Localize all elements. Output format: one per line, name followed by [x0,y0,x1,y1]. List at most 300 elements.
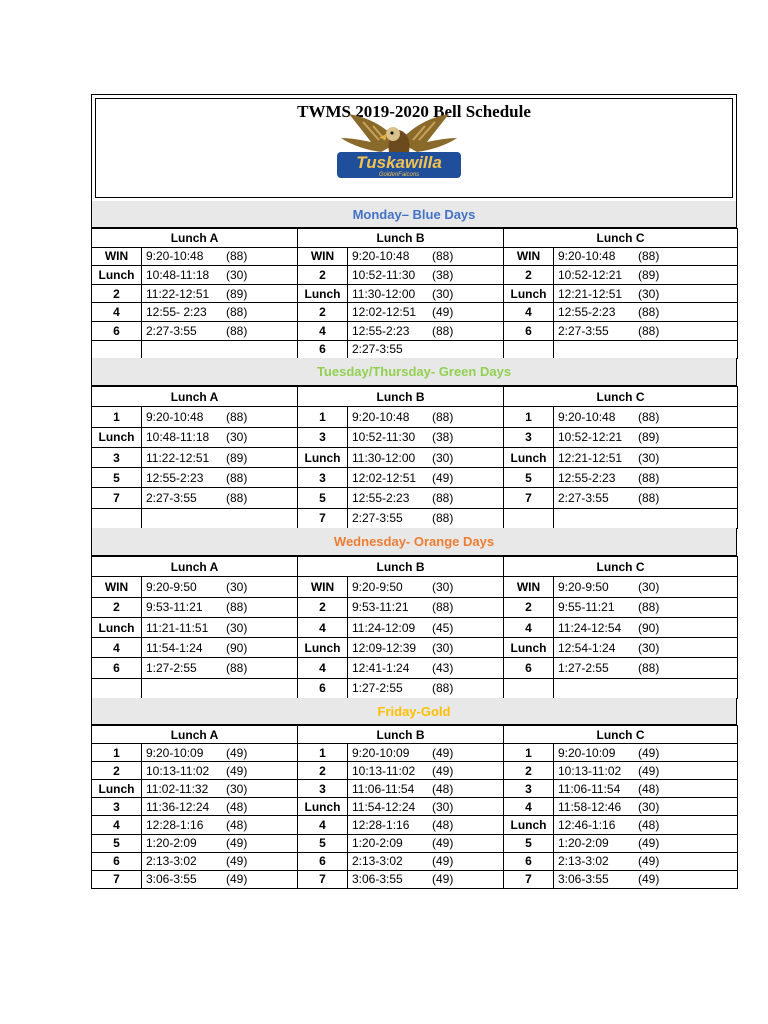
table-row [92,321,738,340]
minutes: (30) [432,450,454,465]
time-cell [142,321,298,340]
time-cell [554,638,738,658]
period-cell: 5 [92,834,142,852]
period-cell: Lunch [504,816,554,834]
minutes: (88) [432,409,454,424]
time-range: 3:06-3:55 [558,872,609,887]
table-row [92,340,738,359]
minutes: (30) [638,450,660,465]
minutes: (90) [638,620,660,635]
time-range: 9:20-10:48 [146,249,204,264]
lunch-column-header: Lunch B [298,229,504,248]
time-cell [348,780,504,798]
time-range: 11:22-12:51 [146,450,210,465]
time-range: 11:02-11:32 [146,781,209,796]
lunch-column-header: Lunch A [92,387,298,407]
minutes: (49) [432,872,454,887]
time-range: 1:20-2:09 [558,836,609,851]
period-cell: 1 [92,744,142,762]
time-range: 11:54-1:24 [146,640,203,655]
period-cell: 6 [298,678,348,698]
minutes: (49) [432,763,454,778]
minutes: (30) [432,640,454,655]
period-cell: 4 [504,798,554,816]
period-cell [92,508,142,528]
time-range: 11:30-12:00 [352,450,416,465]
time-range: 9:20-9:50 [146,579,197,594]
minutes: (49) [638,872,660,887]
minutes: (89) [226,450,248,465]
time-cell [348,577,504,597]
time-range: 9:20-10:09 [352,745,410,760]
period-cell: 3 [504,427,554,447]
time-range: 10:52-12:21 [558,267,623,282]
time-cell [142,678,298,698]
period-cell: 6 [504,852,554,870]
time-range: 12:55-2:23 [352,491,410,506]
time-cell [142,744,298,762]
time-cell [554,508,738,528]
time-cell [554,852,738,870]
time-cell [554,284,738,303]
time-range: 2:27-3:55 [146,491,197,506]
minutes: (49) [432,836,454,851]
time-range: 12:54-1:24 [558,640,616,655]
page-title: TWMS 2019-2020 Bell Schedule [297,102,531,121]
period-cell: 6 [504,321,554,340]
schedule-table [91,386,738,529]
minutes: (88) [432,681,454,696]
time-range: 9:20-10:48 [558,409,616,424]
time-cell [348,468,504,488]
time-range: 1:20-2:09 [352,836,403,851]
time-cell [348,798,504,816]
logo-name-text: Tuskawilla [356,153,442,172]
period-cell: 4 [298,617,348,637]
time-cell [348,321,504,340]
time-range: 10:13-11:02 [558,763,622,778]
minutes: (49) [226,836,248,851]
time-range: 11:24-12:09 [352,620,416,635]
time-cell [348,678,504,698]
time-range: 11:21-11:51 [146,620,209,635]
minutes: (88) [432,511,454,526]
period-cell: 7 [92,870,142,888]
time-cell [348,617,504,637]
lunch-header-row [92,726,738,744]
period-cell: 4 [504,617,554,637]
minutes: (89) [638,267,660,282]
time-range: 9:20-9:50 [558,579,609,594]
minutes: (88) [226,305,248,320]
minutes: (30) [432,579,454,594]
time-cell [348,744,504,762]
time-cell [554,303,738,322]
minutes: (88) [432,249,454,264]
minutes: (88) [226,491,248,506]
time-cell [348,488,504,508]
minutes: (30) [226,781,248,796]
period-cell: Lunch [298,284,348,303]
minutes: (89) [638,430,660,445]
period-cell: Lunch [92,427,142,447]
period-cell: 2 [92,762,142,780]
table-row [92,577,738,597]
time-range: 2:27-3:55 [558,323,609,338]
minutes: (49) [638,745,660,760]
lunch-column-header: Lunch C [504,229,738,248]
time-range: 12:28-1:16 [352,818,410,833]
minutes: (49) [432,854,454,869]
minutes: (30) [432,286,454,301]
time-range: 9:20-10:09 [558,745,616,760]
time-range: 11:06-11:54 [558,781,621,796]
time-cell [348,658,504,678]
schedule-table [91,228,738,359]
lunch-column-header: Lunch C [504,387,738,407]
time-cell [142,266,298,285]
time-cell [142,816,298,834]
period-cell [504,508,554,528]
table-row [92,407,738,427]
time-cell [142,447,298,467]
table-row [92,266,738,285]
table-row [92,468,738,488]
time-cell [554,340,738,359]
period-cell: 5 [298,488,348,508]
minutes: (88) [638,470,660,485]
time-range: 12:02-12:51 [352,470,417,485]
time-range: 9:20-10:48 [558,249,616,264]
time-cell [554,447,738,467]
period-cell: 3 [298,468,348,488]
period-cell: Lunch [298,638,348,658]
time-range: 3:06-3:55 [352,872,403,887]
time-range: 12:09-12:39 [352,640,417,655]
time-cell [142,617,298,637]
time-cell [142,247,298,266]
lunch-header-row [92,387,738,407]
minutes: (30) [638,799,660,814]
period-cell [504,678,554,698]
table-row [92,597,738,617]
time-cell [554,321,738,340]
period-cell: Lunch [504,284,554,303]
time-range: 10:52-11:30 [352,267,416,282]
period-cell: Lunch [504,447,554,467]
time-cell [348,852,504,870]
minutes: (49) [432,305,454,320]
time-cell [142,284,298,303]
time-cell [554,468,738,488]
time-range: 1:27-2:55 [146,661,197,676]
minutes: (88) [226,661,248,676]
table-row [92,762,738,780]
period-cell: 4 [92,303,142,322]
minutes: (88) [432,491,454,506]
time-range: 3:06-3:55 [146,872,197,887]
time-cell [554,744,738,762]
time-cell [348,247,504,266]
lunch-header-row [92,557,738,577]
time-cell [142,488,298,508]
period-cell [504,340,554,359]
minutes: (48) [432,781,454,796]
time-range: 11:24-12:54 [558,620,622,635]
minutes: (45) [432,620,454,635]
minutes: (49) [638,836,660,851]
time-cell [348,834,504,852]
period-cell: WIN [504,247,554,266]
table-row [92,834,738,852]
section-heading: Wednesday- Orange Days [91,528,737,556]
minutes: (88) [638,409,660,424]
time-cell [554,247,738,266]
period-cell: 2 [298,266,348,285]
period-cell: 2 [92,284,142,303]
minutes: (88) [638,323,660,338]
time-range: 10:52-12:21 [558,430,623,445]
time-range: 12:55-2:23 [558,470,616,485]
section-heading: Tuesday/Thursday- Green Days [91,358,737,386]
time-range: 9:20-10:48 [352,409,410,424]
time-range: 2:13-3:02 [146,854,197,869]
minutes: (30) [226,267,248,282]
time-range: 10:48-11:18 [146,267,210,282]
time-range: 9:55-11:21 [558,600,615,615]
period-cell: 6 [504,658,554,678]
table-row [92,488,738,508]
period-cell: 2 [92,597,142,617]
period-cell: 3 [298,427,348,447]
lunch-column-header: Lunch B [298,726,504,744]
period-cell: 6 [92,321,142,340]
time-cell [142,638,298,658]
period-cell: 5 [92,468,142,488]
time-range: 9:20-10:48 [352,249,410,264]
time-cell [554,780,738,798]
period-cell: 3 [92,798,142,816]
minutes: (30) [226,579,248,594]
lunch-column-header: Lunch A [92,557,298,577]
table-row [92,658,738,678]
period-cell [92,678,142,698]
time-range: 1:27-2:55 [558,661,609,676]
period-cell: Lunch [504,638,554,658]
time-cell [142,508,298,528]
time-cell [348,266,504,285]
period-cell: 7 [298,508,348,528]
time-cell [142,870,298,888]
period-cell: 3 [92,447,142,467]
period-cell [92,340,142,359]
time-range: 11:36-12:24 [146,799,210,814]
time-range: 12:46-1:16 [558,818,616,833]
minutes: (43) [432,661,454,676]
time-cell [554,597,738,617]
period-cell: 4 [298,321,348,340]
time-range: 11:22-12:51 [146,286,210,301]
time-range: 11:54-12:24 [352,799,416,814]
section-heading: Friday-Gold [91,698,737,725]
table-row [92,798,738,816]
time-cell [348,407,504,427]
time-cell [142,780,298,798]
time-range: 9:53-11:21 [352,600,409,615]
minutes: (30) [638,286,660,301]
table-row [92,870,738,888]
minutes: (90) [226,640,248,655]
period-cell: 4 [92,638,142,658]
time-cell [348,284,504,303]
minutes: (49) [638,854,660,869]
lunch-column-header: Lunch C [504,726,738,744]
minutes: (89) [226,286,248,301]
period-cell: 7 [504,870,554,888]
minutes: (30) [226,430,248,445]
period-cell: Lunch [92,266,142,285]
time-range: 12:21-12:51 [558,450,623,465]
period-cell: 5 [504,468,554,488]
period-cell: 2 [504,762,554,780]
time-cell [554,762,738,780]
period-cell: 5 [504,834,554,852]
period-cell: 2 [298,303,348,322]
table-row [92,427,738,447]
tuskawilla-golden-falcons-logo [335,112,463,182]
time-cell [142,798,298,816]
time-range: 9:20-10:48 [146,409,204,424]
time-cell [348,870,504,888]
time-range: 12:02-12:51 [352,305,417,320]
lunch-column-header: Lunch A [92,229,298,248]
time-range: 1:20-2:09 [146,836,197,851]
time-cell [554,658,738,678]
table-row [92,247,738,266]
time-cell [554,427,738,447]
time-cell [142,340,298,359]
period-cell: 2 [504,597,554,617]
time-cell [348,816,504,834]
minutes: (48) [226,799,248,814]
time-range: 9:20-9:50 [352,579,403,594]
time-range: 2:13-3:02 [558,854,609,869]
period-cell: WIN [92,247,142,266]
table-row [92,744,738,762]
schedule-table [91,556,738,699]
time-range: 10:52-11:30 [352,430,416,445]
minutes: (88) [638,305,660,320]
time-cell [554,834,738,852]
minutes: (88) [226,470,248,485]
time-cell [554,798,738,816]
minutes: (30) [638,579,660,594]
period-cell: 3 [298,780,348,798]
minutes: (49) [226,763,248,778]
minutes: (38) [432,430,454,445]
table-row [92,284,738,303]
minutes: (30) [432,799,454,814]
time-range: 11:58-12:46 [558,799,622,814]
lunch-column-header: Lunch C [504,557,738,577]
period-cell: 1 [92,407,142,427]
minutes: (88) [638,491,660,506]
minutes: (48) [432,818,454,833]
time-cell [142,407,298,427]
time-range: 2:27-3:55 [352,342,403,357]
time-range: 9:53-11:21 [146,600,203,615]
time-cell [142,303,298,322]
lunch-column-header: Lunch B [298,387,504,407]
period-cell: Lunch [92,780,142,798]
minutes: (88) [226,600,248,615]
table-row [92,303,738,322]
time-cell [142,834,298,852]
period-cell: 5 [298,834,348,852]
period-cell: 1 [504,407,554,427]
period-cell: WIN [92,577,142,597]
period-cell: 6 [92,658,142,678]
time-cell [348,638,504,658]
period-cell: 1 [298,744,348,762]
time-cell [142,427,298,447]
time-range: 2:27-3:55 [558,491,609,506]
time-cell [142,597,298,617]
time-cell [348,303,504,322]
time-cell [142,852,298,870]
table-row [92,780,738,798]
time-range: 2:27-3:55 [352,511,403,526]
minutes: (88) [226,249,248,264]
table-row [92,638,738,658]
period-cell: 6 [298,340,348,359]
minutes: (48) [638,818,660,833]
section-heading: Monday– Blue Days [91,201,737,228]
minutes: (88) [226,323,248,338]
time-cell [348,508,504,528]
minutes: (88) [432,600,454,615]
table-row [92,678,738,698]
minutes: (49) [432,745,454,760]
schedule-table [91,725,738,889]
time-range: 12:55-2:23 [558,305,616,320]
logo-tagline-text: GoldenFalcons [378,172,420,178]
table-row [92,816,738,834]
time-cell [142,658,298,678]
time-range: 1:27-2:55 [352,681,403,696]
time-range: 2:27-3:55 [146,323,197,338]
time-range: 10:13-11:02 [146,763,210,778]
minutes: (88) [226,409,248,424]
time-cell [554,816,738,834]
period-cell: 1 [298,407,348,427]
time-cell [142,762,298,780]
time-cell [348,447,504,467]
period-cell: 2 [298,597,348,617]
time-cell [554,266,738,285]
period-cell: Lunch [298,798,348,816]
time-cell [554,488,738,508]
time-range: 10:48-11:18 [146,430,210,445]
minutes: (30) [226,620,248,635]
minutes: (49) [226,745,248,760]
period-cell: 2 [504,266,554,285]
lunch-column-header: Lunch A [92,726,298,744]
time-range: 12:21-12:51 [558,286,623,301]
period-cell: 1 [504,744,554,762]
time-range: 10:13-11:02 [352,763,416,778]
period-cell: WIN [298,577,348,597]
